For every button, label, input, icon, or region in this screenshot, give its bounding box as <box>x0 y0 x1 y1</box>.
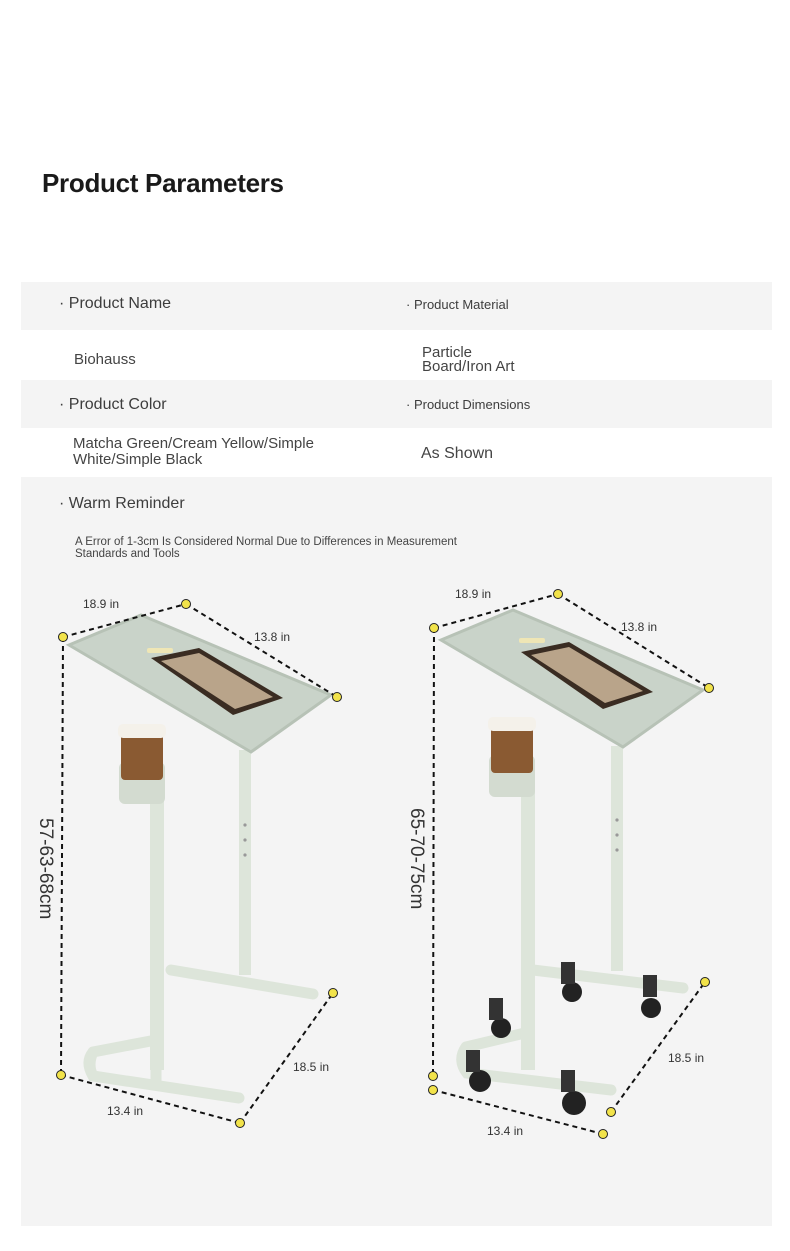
product-dimensions-label: · Product Dimensions <box>406 397 531 412</box>
product-color-value-1: Matcha Green/Cream Yellow/Simple <box>73 435 314 452</box>
left-table-pole <box>150 770 164 1070</box>
product-dimensions-value: As Shown <box>421 445 494 462</box>
warm-reminder-label: · Warm Reminder <box>59 495 185 512</box>
right-coffee-cup <box>491 725 533 773</box>
right-base-width-label: 13.4 in <box>487 1124 524 1138</box>
right-top-width-label: 18.9 in <box>455 587 492 601</box>
product-material-value-2: Board/Iron Art <box>422 358 515 375</box>
left-table-illustration <box>35 597 342 1128</box>
warm-reminder-line-1: A Error of 1-3cm Is Considered Normal Due to Differences in Measurement <box>75 536 457 548</box>
product-name-label: · Product Name <box>59 295 172 312</box>
product-color-label: · Product Color <box>59 396 167 413</box>
left-height-label: 57-63-68cm <box>35 818 56 920</box>
left-pen-slot <box>147 648 173 653</box>
product-dimension-figure <box>21 570 772 1226</box>
left-base-depth-label: 18.5 in <box>293 1060 330 1074</box>
product-material-value-1: Particle <box>422 344 473 361</box>
warm-reminder-line-2: Standards and Tools <box>75 547 180 560</box>
right-pen-slot <box>519 638 545 643</box>
product-material-label: · Product Material <box>406 297 509 312</box>
warm-reminder-text <box>75 537 505 560</box>
left-base-width-label: 13.4 in <box>107 1104 144 1118</box>
right-top-depth-label: 13.8 in <box>621 620 658 634</box>
product-name-value: Biohauss <box>74 351 136 368</box>
left-coffee-cup <box>121 732 163 780</box>
page-title: Product Parameters <box>42 168 284 198</box>
right-base-depth-label: 18.5 in <box>668 1051 705 1065</box>
left-top-depth-label: 13.8 in <box>254 630 291 644</box>
right-table-illustration <box>406 587 714 1139</box>
product-color-value-2: White/Simple Black <box>73 451 203 468</box>
right-height-label: 65-70-75cm <box>406 808 427 910</box>
left-top-width-label: 18.9 in <box>83 597 120 611</box>
